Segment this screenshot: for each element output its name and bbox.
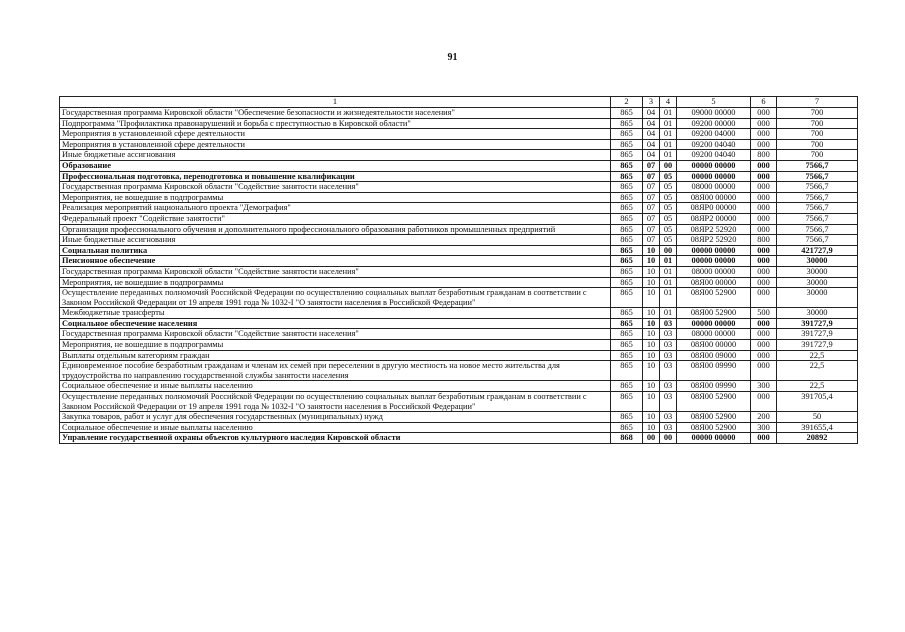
column-header: 6 — [751, 97, 777, 108]
row-name-cell: Мероприятия, не вошедшие в подпрограммы — [60, 192, 611, 203]
row-target-cell: 08ЯР0 00000 — [677, 203, 751, 214]
row-code-cell: 865 — [611, 412, 643, 423]
row-amount-cell: 7566,7 — [777, 203, 858, 214]
row-type-cell: 500 — [751, 308, 777, 319]
row-code-cell: 865 — [611, 203, 643, 214]
row-subsection-cell: 05 — [660, 171, 677, 182]
row-amount-cell: 7566,7 — [777, 160, 858, 171]
row-name-cell: Пенсионное обеспечение — [60, 256, 611, 267]
row-code-cell: 865 — [611, 150, 643, 161]
table-body — [60, 108, 858, 444]
row-type-cell: 000 — [751, 340, 777, 351]
row-code-cell: 865 — [611, 192, 643, 203]
row-code-cell: 865 — [611, 422, 643, 433]
row-type-cell: 000 — [751, 182, 777, 193]
row-section-cell: 10 — [643, 277, 660, 288]
row-code-cell: 865 — [611, 266, 643, 277]
row-type-cell: 000 — [751, 171, 777, 182]
row-code-cell: 865 — [611, 329, 643, 340]
row-code-cell: 865 — [611, 277, 643, 288]
row-name-cell: Единовременное пособие безработным гражданам и членам их семей при переселении в другую местность на новое место жительства для трудоустройства по направлению государственной службы занятости населения — [60, 361, 611, 381]
row-name-cell: Мероприятия в установленной сфере деятельности — [60, 139, 611, 150]
row-code-cell: 865 — [611, 340, 643, 351]
row-target-cell: 08Я00 00000 — [677, 277, 751, 288]
table-row — [60, 182, 858, 193]
row-type-cell: 000 — [751, 213, 777, 224]
row-amount-cell: 7566,7 — [777, 192, 858, 203]
table-row — [60, 329, 858, 340]
column-header: 1 — [60, 97, 611, 108]
row-amount-cell: 391727,9 — [777, 329, 858, 340]
row-target-cell: 09200 04040 — [677, 150, 751, 161]
row-section-cell: 10 — [643, 329, 660, 340]
row-amount-cell: 7566,7 — [777, 171, 858, 182]
table-row — [60, 350, 858, 361]
row-amount-cell: 22,5 — [777, 361, 858, 381]
row-amount-cell: 700 — [777, 129, 858, 140]
row-section-cell: 10 — [643, 422, 660, 433]
row-section-cell: 10 — [643, 318, 660, 329]
row-code-cell: 865 — [611, 308, 643, 319]
row-subsection-cell: 01 — [660, 266, 677, 277]
row-subsection-cell: 03 — [660, 329, 677, 340]
row-target-cell: 08Я00 09000 — [677, 350, 751, 361]
row-subsection-cell: 03 — [660, 340, 677, 351]
row-name-cell: Социальное обеспечение и иные выплаты населению — [60, 422, 611, 433]
row-name-cell: Подпрограмма "Профилактика правонарушений и борьба с преступностью в Кировской области" — [60, 118, 611, 129]
row-target-cell: 08Я00 52900 — [677, 308, 751, 319]
row-section-cell: 04 — [643, 118, 660, 129]
row-target-cell: 09200 00000 — [677, 118, 751, 129]
row-name-cell: Организация профессионального обучения и дополнительного профессионального образования работников промышленных предприятий — [60, 224, 611, 235]
row-type-cell: 000 — [751, 118, 777, 129]
page-number: 91 — [447, 52, 458, 63]
table-row — [60, 224, 858, 235]
row-type-cell: 000 — [751, 433, 777, 444]
row-target-cell: 08ЯР2 00000 — [677, 213, 751, 224]
row-type-cell: 000 — [751, 277, 777, 288]
row-name-cell: Иные бюджетные ассигнования — [60, 235, 611, 246]
row-target-cell: 00000 00000 — [677, 160, 751, 171]
column-header: 7 — [777, 97, 858, 108]
row-amount-cell: 391727,9 — [777, 340, 858, 351]
row-section-cell: 04 — [643, 108, 660, 119]
row-amount-cell: 700 — [777, 150, 858, 161]
row-subsection-cell: 05 — [660, 203, 677, 214]
row-name-cell: Закупка товаров, работ и услуг для обеспечения государственных (муниципальных) нужд — [60, 412, 611, 423]
row-code-cell: 868 — [611, 433, 643, 444]
row-section-cell: 04 — [643, 150, 660, 161]
row-subsection-cell: 03 — [660, 318, 677, 329]
row-name-cell: Государственная программа Кировской области "Обеспечение безопасности и жизнедеятельности населения" — [60, 108, 611, 119]
row-target-cell: 08Я00 09990 — [677, 381, 751, 392]
row-code-cell: 865 — [611, 392, 643, 412]
row-amount-cell: 30000 — [777, 266, 858, 277]
table-row — [60, 266, 858, 277]
row-subsection-cell: 05 — [660, 182, 677, 193]
row-target-cell: 09000 00000 — [677, 108, 751, 119]
row-subsection-cell: 00 — [660, 433, 677, 444]
row-code-cell: 865 — [611, 256, 643, 267]
row-amount-cell: 22,5 — [777, 381, 858, 392]
row-type-cell: 000 — [751, 160, 777, 171]
row-subsection-cell: 00 — [660, 160, 677, 171]
column-header: 5 — [677, 97, 751, 108]
row-name-cell: Реализация мероприятий национального проекта "Демография" — [60, 203, 611, 214]
row-code-cell: 865 — [611, 318, 643, 329]
row-type-cell: 000 — [751, 288, 777, 308]
row-subsection-cell: 03 — [660, 350, 677, 361]
row-name-cell: Межбюджетные трансферты — [60, 308, 611, 319]
table-row — [60, 256, 858, 267]
row-target-cell: 08Я00 52900 — [677, 392, 751, 412]
row-subsection-cell: 03 — [660, 392, 677, 412]
row-code-cell: 865 — [611, 224, 643, 235]
row-amount-cell: 30000 — [777, 277, 858, 288]
row-code-cell: 865 — [611, 245, 643, 256]
row-subsection-cell: 01 — [660, 118, 677, 129]
row-section-cell: 04 — [643, 139, 660, 150]
row-name-cell: Социальная политика — [60, 245, 611, 256]
row-target-cell: 08Я00 52900 — [677, 412, 751, 423]
row-target-cell: 00000 00000 — [677, 245, 751, 256]
row-target-cell: 08ЯР2 52920 — [677, 235, 751, 246]
row-amount-cell: 700 — [777, 108, 858, 119]
row-target-cell: 09200 04000 — [677, 129, 751, 140]
row-code-cell: 865 — [611, 160, 643, 171]
row-name-cell: Мероприятия, не вошедшие в подпрограммы — [60, 277, 611, 288]
row-name-cell: Государственная программа Кировской области "Содействие занятости населения" — [60, 266, 611, 277]
row-target-cell: 08Я00 52900 — [677, 422, 751, 433]
row-amount-cell: 50 — [777, 412, 858, 423]
table-row — [60, 433, 858, 444]
row-type-cell: 300 — [751, 422, 777, 433]
row-subsection-cell: 03 — [660, 412, 677, 423]
row-amount-cell: 30000 — [777, 256, 858, 267]
row-section-cell: 07 — [643, 235, 660, 246]
row-target-cell: 09200 04040 — [677, 139, 751, 150]
row-type-cell: 000 — [751, 318, 777, 329]
table-row — [60, 412, 858, 423]
row-section-cell: 10 — [643, 350, 660, 361]
row-type-cell: 000 — [751, 361, 777, 381]
row-type-cell: 000 — [751, 392, 777, 412]
row-type-cell: 000 — [751, 224, 777, 235]
row-name-cell: Выплаты отдельным категориям граждан — [60, 350, 611, 361]
column-header: 3 — [643, 97, 660, 108]
row-amount-cell: 7566,7 — [777, 213, 858, 224]
table-row — [60, 139, 858, 150]
row-section-cell: 10 — [643, 381, 660, 392]
row-code-cell: 865 — [611, 182, 643, 193]
table-row — [60, 203, 858, 214]
row-name-cell: Мероприятия, не вошедшие в подпрограммы — [60, 340, 611, 351]
table-row — [60, 381, 858, 392]
row-subsection-cell: 05 — [660, 224, 677, 235]
row-subsection-cell: 01 — [660, 308, 677, 319]
table-row — [60, 213, 858, 224]
row-type-cell: 000 — [751, 329, 777, 340]
row-code-cell: 865 — [611, 118, 643, 129]
row-target-cell: 08000 00000 — [677, 266, 751, 277]
row-code-cell: 865 — [611, 129, 643, 140]
row-code-cell: 865 — [611, 381, 643, 392]
row-name-cell: Социальное обеспечение и иные выплаты населению — [60, 381, 611, 392]
row-type-cell: 000 — [751, 192, 777, 203]
row-amount-cell: 30000 — [777, 308, 858, 319]
row-section-cell: 07 — [643, 224, 660, 235]
row-target-cell: 00000 00000 — [677, 256, 751, 267]
table-row — [60, 192, 858, 203]
row-section-cell: 10 — [643, 412, 660, 423]
table-row — [60, 288, 858, 308]
row-amount-cell: 700 — [777, 118, 858, 129]
row-section-cell: 07 — [643, 160, 660, 171]
budget-table — [59, 96, 858, 444]
table-row — [60, 171, 858, 182]
row-amount-cell: 391727,9 — [777, 318, 858, 329]
row-section-cell: 07 — [643, 192, 660, 203]
table-row — [60, 108, 858, 119]
row-subsection-cell: 01 — [660, 277, 677, 288]
row-section-cell: 10 — [643, 245, 660, 256]
row-code-cell: 865 — [611, 108, 643, 119]
row-target-cell: 08Я00 52900 — [677, 288, 751, 308]
table-row — [60, 308, 858, 319]
row-amount-cell: 700 — [777, 139, 858, 150]
row-amount-cell: 421727,9 — [777, 245, 858, 256]
table-row — [60, 318, 858, 329]
row-amount-cell: 7566,7 — [777, 235, 858, 246]
row-name-cell: Управление государственной охраны объектов культурного наследия Кировской области — [60, 433, 611, 444]
row-type-cell: 000 — [751, 139, 777, 150]
row-section-cell: 00 — [643, 433, 660, 444]
row-type-cell: 800 — [751, 150, 777, 161]
row-type-cell: 000 — [751, 266, 777, 277]
row-section-cell: 10 — [643, 288, 660, 308]
row-amount-cell: 22,5 — [777, 350, 858, 361]
row-section-cell: 10 — [643, 340, 660, 351]
row-target-cell: 08Я00 00000 — [677, 340, 751, 351]
row-section-cell: 10 — [643, 361, 660, 381]
row-amount-cell: 7566,7 — [777, 182, 858, 193]
row-code-cell: 865 — [611, 361, 643, 381]
row-code-cell: 865 — [611, 171, 643, 182]
row-subsection-cell: 01 — [660, 256, 677, 267]
row-name-cell: Государственная программа Кировской области "Содействие занятости населения" — [60, 182, 611, 193]
row-type-cell: 000 — [751, 245, 777, 256]
table-row — [60, 118, 858, 129]
row-subsection-cell: 03 — [660, 422, 677, 433]
table-header-row — [60, 97, 858, 108]
column-header: 2 — [611, 97, 643, 108]
row-target-cell: 08Я00 09990 — [677, 361, 751, 381]
table-row — [60, 392, 858, 412]
table-row — [60, 129, 858, 140]
row-name-cell: Осуществление переданных полномочий Российской Федерации по осуществлению социальных выплат безработным гражданам в соответствии с Законом Российской Федерации от 19 апреля 1991 года № 1032-I "О занятости населения в Российской Федерации" — [60, 288, 611, 308]
table-row — [60, 422, 858, 433]
row-code-cell: 865 — [611, 235, 643, 246]
row-section-cell: 10 — [643, 392, 660, 412]
row-subsection-cell: 01 — [660, 288, 677, 308]
row-name-cell: Государственная программа Кировской области "Содействие занятости населения" — [60, 329, 611, 340]
row-target-cell: 00000 00000 — [677, 433, 751, 444]
row-name-cell: Профессиональная подготовка, переподготовка и повышение квалификации — [60, 171, 611, 182]
row-type-cell: 000 — [751, 129, 777, 140]
table-row — [60, 245, 858, 256]
row-target-cell: 08ЯР2 52920 — [677, 224, 751, 235]
row-amount-cell: 7566,7 — [777, 224, 858, 235]
row-section-cell: 04 — [643, 129, 660, 140]
row-section-cell: 07 — [643, 213, 660, 224]
row-code-cell: 865 — [611, 288, 643, 308]
table-row — [60, 340, 858, 351]
table-row — [60, 150, 858, 161]
row-code-cell: 865 — [611, 350, 643, 361]
row-subsection-cell: 01 — [660, 108, 677, 119]
row-name-cell: Образование — [60, 160, 611, 171]
row-code-cell: 865 — [611, 139, 643, 150]
row-target-cell: 00000 00000 — [677, 171, 751, 182]
row-subsection-cell: 01 — [660, 129, 677, 140]
row-subsection-cell: 05 — [660, 235, 677, 246]
row-target-cell: 00000 00000 — [677, 318, 751, 329]
row-section-cell: 10 — [643, 256, 660, 267]
row-target-cell: 08000 00000 — [677, 329, 751, 340]
row-section-cell: 07 — [643, 203, 660, 214]
row-type-cell: 000 — [751, 108, 777, 119]
row-name-cell: Мероприятия в установленной сфере деятельности — [60, 129, 611, 140]
table-row — [60, 361, 858, 381]
row-section-cell: 10 — [643, 266, 660, 277]
row-section-cell: 07 — [643, 182, 660, 193]
row-subsection-cell: 00 — [660, 245, 677, 256]
row-subsection-cell: 01 — [660, 139, 677, 150]
row-subsection-cell: 01 — [660, 150, 677, 161]
row-name-cell: Социальное обеспечение населения — [60, 318, 611, 329]
row-code-cell: 865 — [611, 213, 643, 224]
row-target-cell: 08Я00 00000 — [677, 192, 751, 203]
row-type-cell: 000 — [751, 350, 777, 361]
row-name-cell: Осуществление переданных полномочий Российской Федерации по осуществлению социальных выплат безработным гражданам в соответствии с Законом Российской Федерации от 19 апреля 1991 года № 1032-I "О занятости населения в Российской Федерации" — [60, 392, 611, 412]
row-section-cell: 07 — [643, 171, 660, 182]
row-name-cell: Федеральный проект "Содействие занятости" — [60, 213, 611, 224]
row-subsection-cell: 03 — [660, 381, 677, 392]
table-row — [60, 277, 858, 288]
table-row — [60, 160, 858, 171]
row-amount-cell: 20892 — [777, 433, 858, 444]
row-type-cell: 300 — [751, 381, 777, 392]
column-header: 4 — [660, 97, 677, 108]
row-subsection-cell: 05 — [660, 192, 677, 203]
row-type-cell: 200 — [751, 412, 777, 423]
table-row — [60, 235, 858, 246]
row-subsection-cell: 03 — [660, 361, 677, 381]
row-type-cell: 800 — [751, 235, 777, 246]
row-subsection-cell: 05 — [660, 213, 677, 224]
row-type-cell: 000 — [751, 256, 777, 267]
row-amount-cell: 391655,4 — [777, 422, 858, 433]
row-amount-cell: 391705,4 — [777, 392, 858, 412]
row-name-cell: Иные бюджетные ассигнования — [60, 150, 611, 161]
row-amount-cell: 30000 — [777, 288, 858, 308]
row-type-cell: 000 — [751, 203, 777, 214]
row-target-cell: 08000 00000 — [677, 182, 751, 193]
row-section-cell: 10 — [643, 308, 660, 319]
